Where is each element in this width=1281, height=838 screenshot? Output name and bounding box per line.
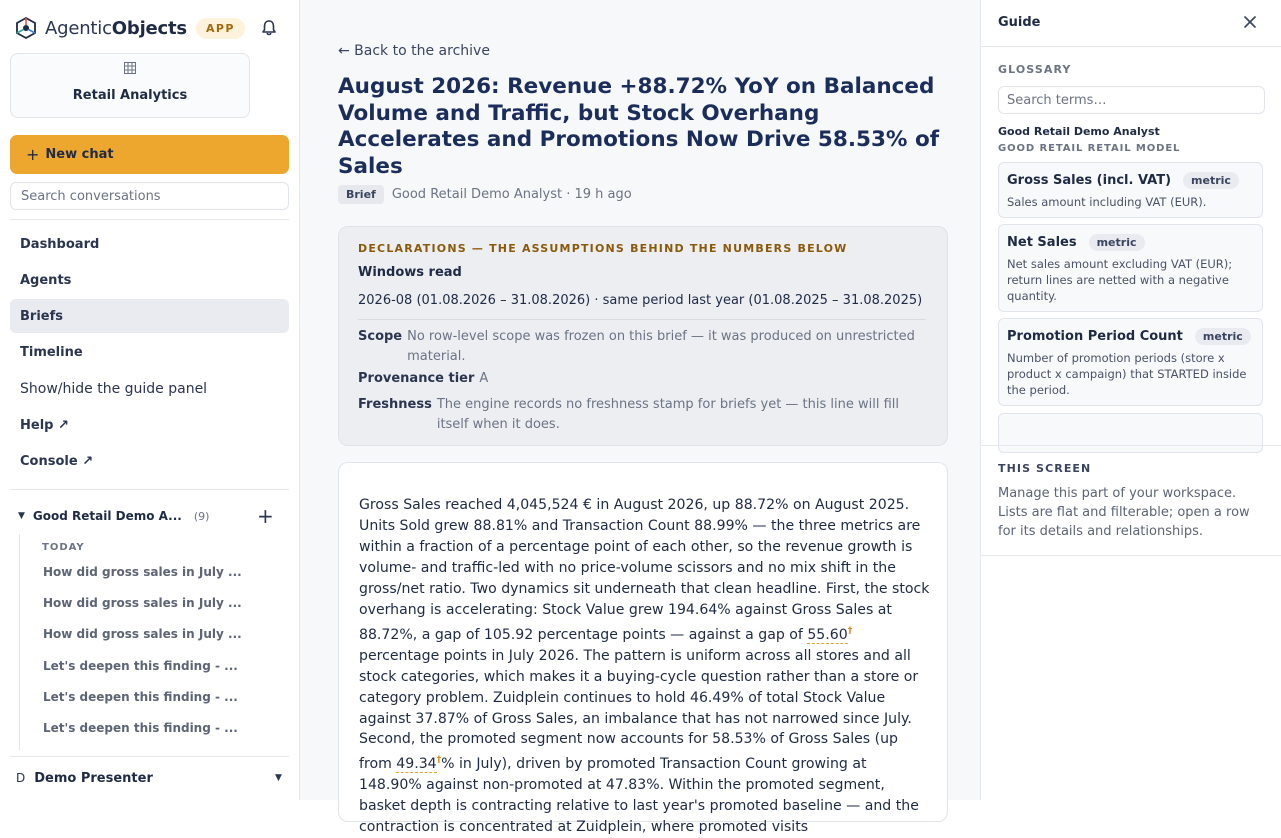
divider <box>981 46 1281 47</box>
brief-author[interactable]: Good Retail Demo Analyst <box>391 187 563 202</box>
glossary-agent: Good Retail Demo Analyst <box>998 125 1160 138</box>
new-chat-label: New chat <box>45 147 114 162</box>
agent-group-name: Good Retail Demo A... <box>32 509 182 523</box>
glossary-term-card[interactable] <box>998 224 1263 312</box>
provenance-value: A <box>479 371 489 386</box>
back-to-archive-link[interactable]: ← Back to the archive <box>338 43 490 59</box>
conversation-item[interactable]: Let's deepen this finding - ... <box>43 721 238 735</box>
body-text: Gross Sales reached 4,045,524 € in August 2026, up 88.72% on August 2025. Units Sold grew 88.81% and Transaction Count 88.99% — the three metrics are within a fraction of a percentage point of each other, so the revenue growth is volume- and traffic-led with no price-volume scissors and no mix shift in the gross/net ratio. Two dynamics sit underneath that clean headline. First, the stock overhang is accelerating: Stock Value grew 194.64% against Gross Sales at 88.72%, a gap of 105.92 percentage points — against a gap of <box>359 497 930 643</box>
user-name: Demo Presenter <box>34 770 153 786</box>
add-conversation-button[interactable]: + <box>257 504 274 528</box>
body-text: percentage points in July 2026. The pattern is uniform across all stores and all stock categories, which makes it a buying-cycle question rather than a store or category problem. Zuidplein continues to hold 46.49% of total Stock Value against 37.87% of Gross Sales, an imbalance that has not narrowed since July. Second, the promoted segment now accounts for 58.53% of Gross Sales (up from <box>359 647 919 773</box>
conversation-item[interactable]: Let's deepen this finding - ... <box>43 659 238 673</box>
chevron-down-icon[interactable]: ▼ <box>18 511 25 521</box>
provenance-row <box>358 369 928 389</box>
brief-type-badge: Brief <box>338 185 384 204</box>
nav-help-link[interactable]: Help ↗ <box>20 417 69 433</box>
bell-icon[interactable] <box>259 18 279 38</box>
scope-value: No row-level scope was frozen on this brief — it was produced on unrestricted material. <box>407 329 915 364</box>
windows-read-label: Windows read <box>358 265 462 280</box>
hexagon-logo-icon[interactable] <box>14 16 38 40</box>
divider <box>358 319 926 320</box>
nav-timeline[interactable]: Timeline <box>20 344 83 360</box>
chevron-down-icon[interactable]: ▼ <box>275 773 282 783</box>
freshness-label: Freshness <box>358 397 432 412</box>
term-kind-badge: metric <box>1089 234 1145 251</box>
term-name: Gross Sales (incl. VAT) <box>1007 173 1172 188</box>
scope-row <box>358 327 928 366</box>
agent-group-header[interactable] <box>14 504 286 528</box>
glossary-term-card[interactable] <box>998 413 1263 453</box>
nav-console-link[interactable]: Console ↗ <box>20 453 94 469</box>
brief-meta <box>338 185 632 204</box>
new-chat-button[interactable] <box>10 135 289 174</box>
sidebar <box>0 0 300 800</box>
divider <box>10 756 289 757</box>
term-name: Promotion Period Count <box>1007 329 1183 344</box>
citation-link[interactable]: 49.34 <box>396 756 437 773</box>
this-screen-label: THIS SCREEN <box>998 462 1092 475</box>
nav-dashboard[interactable]: Dashboard <box>20 236 100 252</box>
meta-separator: · <box>562 187 575 202</box>
guide-title: Guide <box>998 15 1041 30</box>
term-name: Net Sales <box>1007 235 1077 250</box>
citation-mark: † <box>847 625 853 636</box>
nav-toggle-guide[interactable]: Show/hide the guide panel <box>20 381 208 397</box>
declarations-heading: DECLARATIONS — THE ASSUMPTIONS BEHIND THE NUMBERS BELOW <box>358 242 848 255</box>
brief-body <box>359 495 931 838</box>
guide-panel <box>980 0 1280 800</box>
brand-name[interactable] <box>45 18 187 39</box>
divider <box>10 219 289 220</box>
divider <box>10 489 289 490</box>
conversation-item[interactable]: How did gross sales in July ... <box>43 596 242 610</box>
plus-icon: + <box>26 145 40 164</box>
avatar: D <box>16 771 26 785</box>
freshness-value: The engine records no freshness stamp for briefs yet — this line will fill itself when it does. <box>436 397 900 432</box>
body-text: % in July), driven by promoted Transaction Count growing at 148.90% against non-promoted at 47.83%. Within the promoted segment, basket depth is contracting relative to last year's promoted baseline — and the contraction is concentrated at Zuidplein, where promoted visits <box>359 756 919 836</box>
brand-name-bold: Objects <box>111 17 187 39</box>
conversation-item[interactable]: How did gross sales in July ... <box>43 627 242 641</box>
close-icon[interactable] <box>1242 14 1258 30</box>
glossary-model: GOOD RETAIL RETAIL MODEL <box>998 143 1181 154</box>
term-title <box>1007 328 1254 345</box>
declarations-panel <box>338 226 948 446</box>
agent-group-count: (9) <box>193 509 210 523</box>
app-badge: APP <box>196 18 245 39</box>
glossary-term-card[interactable] <box>998 162 1263 218</box>
glossary-label: GLOSSARY <box>998 63 1072 76</box>
nav-agents[interactable]: Agents <box>20 272 72 288</box>
provenance-label: Provenance tier <box>358 371 475 386</box>
glossary-list[interactable] <box>998 162 1264 428</box>
page-title: August 2026: Revenue +88.72% YoY on Balanced Volume and Traffic, but Stock Overhang Accelerates and Promotions Now Drive 58.53% of Sales <box>338 74 940 179</box>
term-kind-badge: metric <box>1183 172 1239 189</box>
conversation-item[interactable]: How did gross sales in July ... <box>43 565 242 579</box>
grid-icon <box>124 62 136 74</box>
section-label-today: TODAY <box>42 542 85 553</box>
divider <box>981 555 1281 556</box>
this-screen-description: Manage this part of your workspace. Lists are flat and filterable; open a row for its details and relationships. <box>998 486 1250 539</box>
nav-briefs[interactable]: Briefs <box>10 299 289 333</box>
workspace-label: Retail Analytics <box>72 88 188 103</box>
window-period: 2026-08 (01.08.2026 – 31.08.2026) · same period last year (01.08.2025 – 31.08.2025) <box>358 293 923 308</box>
glossary-term-card[interactable] <box>998 318 1263 406</box>
term-kind-badge: metric <box>1195 328 1251 345</box>
brief-body-card <box>338 462 948 836</box>
user-menu[interactable] <box>14 766 286 790</box>
citation-mark: † <box>436 755 442 766</box>
workspace-switcher[interactable] <box>10 53 250 118</box>
glossary-search-input[interactable] <box>998 86 1265 114</box>
freshness-row <box>358 395 928 434</box>
search-conversations-input[interactable] <box>10 182 289 210</box>
brand-header <box>14 14 286 42</box>
brief-age: 19 h ago <box>574 187 632 202</box>
term-description: Number of promotion periods (store x product x campaign) that STARTED inside the period. <box>1007 351 1247 397</box>
brand-name-light: Agentic <box>45 17 112 39</box>
term-title <box>1007 172 1254 189</box>
brief-view <box>300 0 980 836</box>
citation-link[interactable]: 55.60 <box>807 626 848 643</box>
term-description: Net sales amount excluding VAT (EUR); return lines are netted with a negative quantity. <box>1007 257 1233 303</box>
divider <box>981 445 1281 446</box>
term-title <box>1007 234 1254 251</box>
scope-label: Scope <box>358 329 403 344</box>
tree-line <box>19 534 20 750</box>
term-description: Sales amount including VAT (EUR). <box>1007 195 1207 209</box>
conversation-item[interactable]: Let's deepen this finding - ... <box>43 690 238 704</box>
